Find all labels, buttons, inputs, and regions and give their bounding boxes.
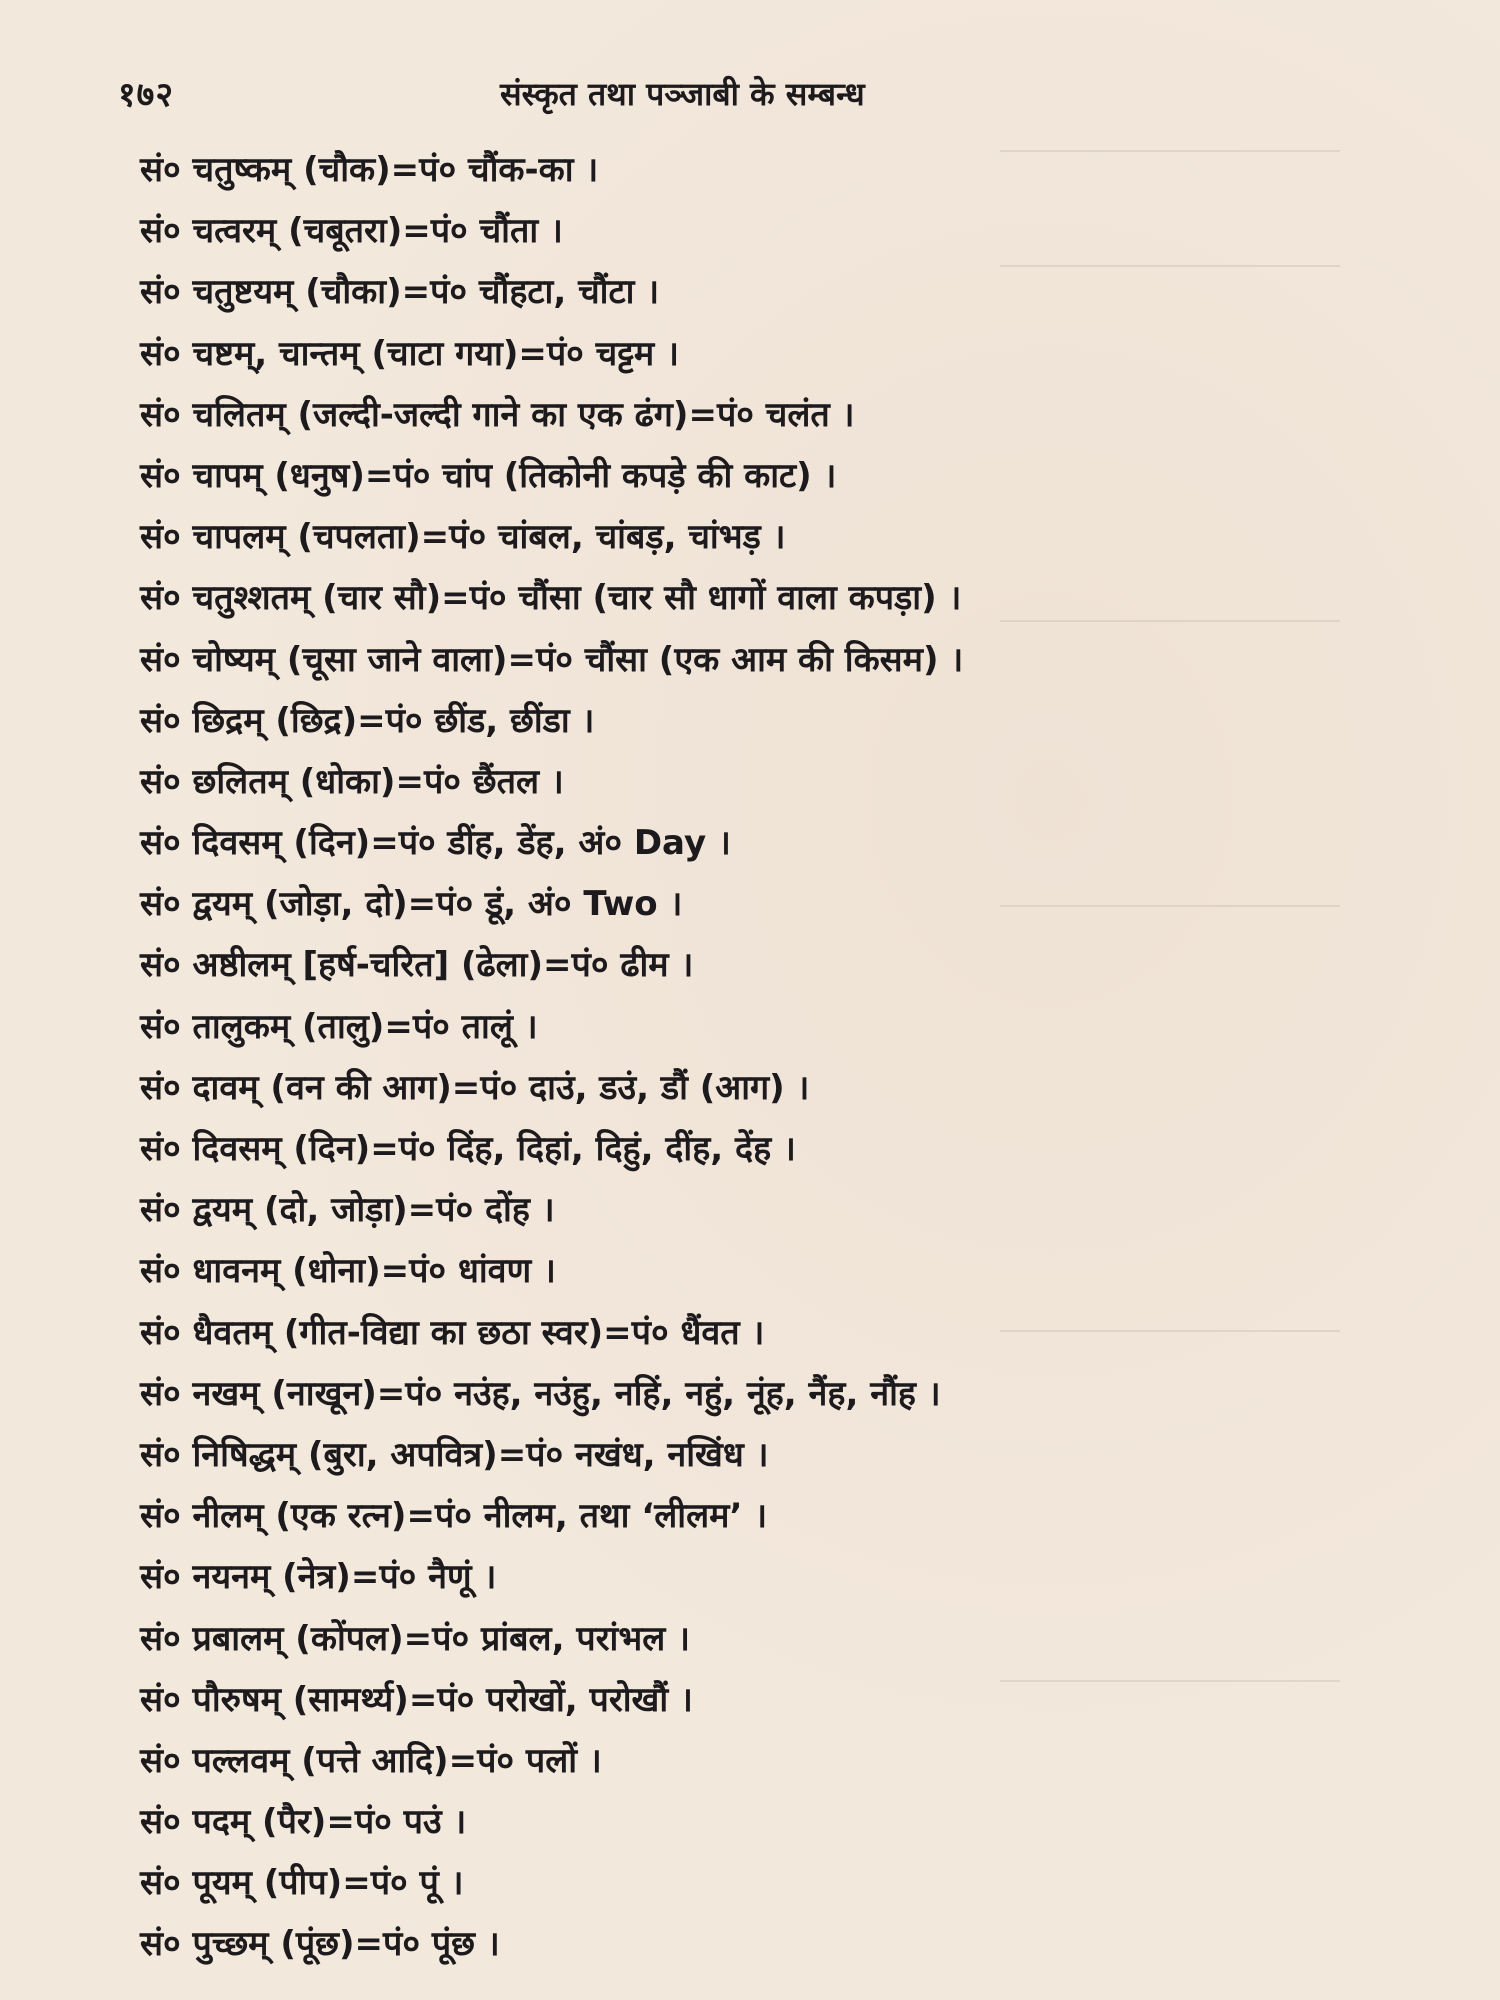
entry-line: सं० अष्ठीलम् [हर्ष-चरित] (ढेला)=पं० ढीम । (140, 945, 694, 986)
entry-line: सं० दिवसम् (दिन)=पं० डींह, डेंह, अं० Day । (140, 823, 731, 864)
entry-line: सं० चत्वरम् (चबूतरा)=पं० चौंता । (140, 211, 563, 252)
bleed-through-line (1000, 1330, 1340, 1332)
entry-line: सं० पूयम् (पीप)=पं० पूं । (140, 1863, 464, 1904)
entry-line: सं० पल्लवम् (पत्ते आदि)=पं० पलों । (140, 1740, 602, 1781)
bleed-through-line (1000, 150, 1340, 152)
entry-line: सं० चतुष्टयम् (चौका)=पं० चौंहटा, चौंटा । (140, 272, 660, 313)
entry-line: सं० छिद्रम् (छिद्र)=पं० छींड, छींडा । (140, 700, 595, 741)
entry-line: सं० पुच्छम् (पूंछ)=पं० पूंछ । (140, 1924, 500, 1965)
entry-line: सं० द्वयम् (दो, जोड़ा)=पं० दोंह । (140, 1190, 555, 1231)
entry-line: सं० चापलम् (चपलता)=पं० चांबल, चांबड़, चांभड़ । (140, 517, 786, 558)
entry-line: सं० नीलम् (एक रत्न)=पं० नीलम, तथा ‘लीलम’ । (140, 1496, 768, 1537)
page-number: १७२ (118, 75, 175, 115)
entry-line: सं० चलितम् (जल्दी-जल्दी गाने का एक ढंग)=पं० चलंत । (140, 394, 855, 435)
entry-line: सं० दिवसम् (दिन)=पं० दिंह, दिहां, दिहुं, दींह, देंह । (140, 1129, 796, 1169)
entry-line: सं० निषिद्धम् (बुरा, अपवित्र)=पं० नखंध, नखिंध । (140, 1434, 769, 1475)
entry-line: सं० छलितम् (धोका)=पं० छैंतल । (140, 761, 564, 802)
word-correspondence-list (140, 140, 963, 1976)
entry-line: सं० द्वयम् (जोड़ा, दो)=पं० डूं, अं० Two । (140, 884, 683, 925)
entry-line: सं० नयनम् (नेत्र)=पं० नैणूं । (140, 1557, 497, 1598)
entry-line: सं० चापम् (धनुष)=पं० चांप (तिकोनी कपड़े की काट) । (140, 455, 837, 496)
entry-line: सं० धावनम् (धोना)=पं० धांवण । (140, 1251, 556, 1292)
entry-line: सं० चतुश्शतम् (चार सौ)=पं० चौंसा (चार सौ धागों वाला कपड़ा) । (140, 578, 962, 619)
entry-line: सं० चोष्यम् (चूसा जाने वाला)=पं० चौंसा (एक आम की किसम) । (140, 639, 964, 680)
entry-line: सं० चतुष्कम् (चौक)=पं० चौंक-का । (140, 150, 599, 190)
entry-line: सं० पदम् (पैर)=पं० पउं । (140, 1802, 467, 1843)
bleed-through-line (1000, 265, 1340, 267)
bleed-through-line (1000, 1680, 1340, 1682)
entry-line: सं० प्रबालम् (कोंपल)=पं० प्रांबल, परांभल । (140, 1618, 691, 1659)
running-title: संस्कृत तथा पञ्जाबी के सम्बन्ध (500, 75, 865, 113)
bleed-through-line (1000, 620, 1340, 622)
bleed-through-line (1000, 905, 1340, 907)
entry-line: सं० तालुकम् (तालु)=पं० तालूं । (140, 1006, 538, 1047)
entry-line: सं० दावम् (वन की आग)=पं० दाउं, डउं, डौं (आग) । (140, 1067, 810, 1108)
entry-line: सं० पौरुषम् (सामर्थ्य)=पं० परोखों, परोखौं । (140, 1679, 693, 1720)
entry-line: सं० धैवतम् (गीत-विद्या का छठा स्वर)=पं० धैंवत । (140, 1312, 765, 1353)
entry-line: सं० नखम् (नाखून)=पं० नउंह, नउंहु, नहिं, नहुं, नूंह, नैंह, नौंह । (140, 1373, 941, 1414)
entry-line: सं० चष्टम्, चान्तम् (चाटा गया)=पं० चट्टम । (140, 333, 679, 374)
